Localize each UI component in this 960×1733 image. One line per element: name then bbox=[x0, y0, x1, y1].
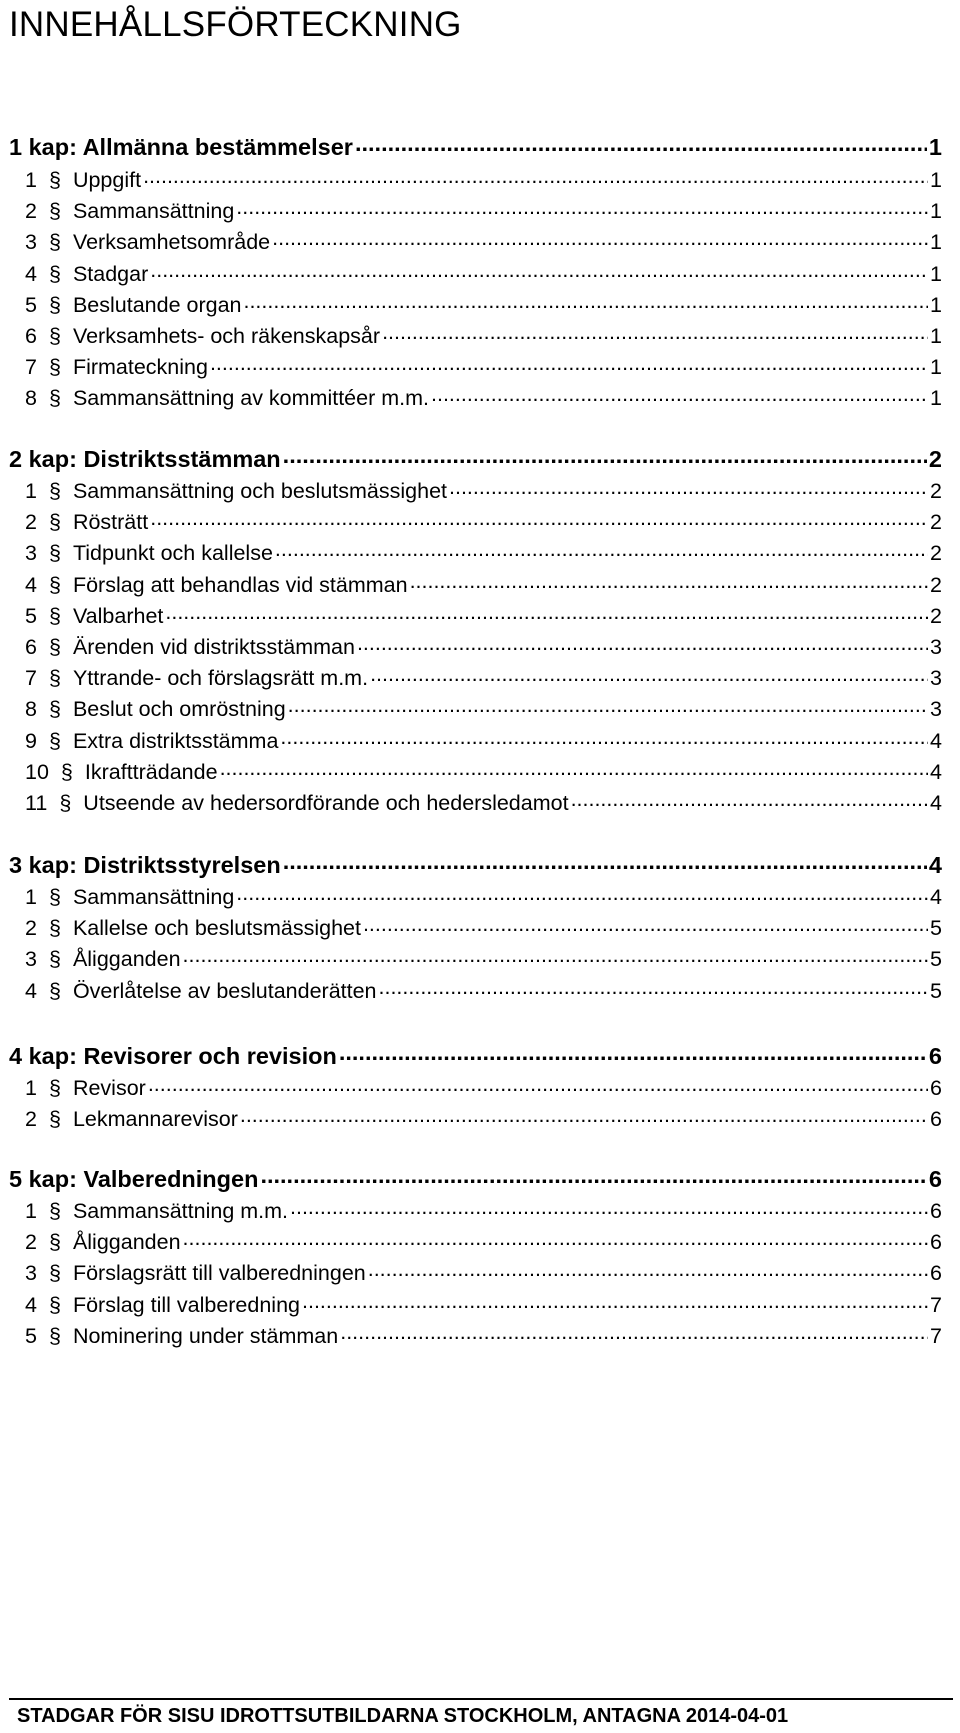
section-sign-icon: § bbox=[48, 885, 61, 909]
section-sign-icon: § bbox=[48, 199, 61, 224]
section-number: 8 bbox=[25, 386, 37, 411]
page-number: 7 bbox=[930, 1292, 942, 1317]
page-number: 5 bbox=[930, 947, 942, 972]
page-number: 1 bbox=[928, 134, 942, 160]
dot-leader bbox=[288, 690, 928, 724]
section-title: Rösträtt bbox=[72, 510, 149, 535]
chapter-title: 5 kap: Valberedningen bbox=[9, 1166, 259, 1192]
page-number: 6 bbox=[930, 1261, 942, 1286]
page-number: 2 bbox=[930, 603, 942, 628]
section-title: Sammansättning bbox=[72, 885, 235, 909]
section-number: 5 bbox=[25, 1323, 37, 1348]
section-number: 1 bbox=[25, 885, 37, 909]
section-number: 3 bbox=[25, 541, 37, 566]
section-number: 2 bbox=[25, 916, 37, 941]
page-number: 6 bbox=[928, 1043, 942, 1069]
section-title: Sammansättning och beslutsmässighet bbox=[72, 479, 447, 503]
page-number: 4 bbox=[930, 791, 942, 815]
dot-leader bbox=[368, 1254, 928, 1288]
section-sign-icon: § bbox=[48, 292, 61, 317]
page-number: 4 bbox=[930, 885, 942, 909]
toc-chapter-4[interactable] bbox=[9, 1037, 942, 1071]
section-title: Åligganden bbox=[72, 947, 181, 972]
section-number: 8 bbox=[25, 697, 37, 722]
section-title: Verksamhetsområde bbox=[72, 230, 271, 255]
section-sign-icon: § bbox=[48, 697, 61, 722]
section-sign-icon: § bbox=[48, 479, 61, 503]
page-number: 1 bbox=[930, 261, 942, 286]
section-title: Ikraftträdande bbox=[84, 759, 218, 784]
dot-leader bbox=[283, 440, 927, 474]
dot-leader bbox=[236, 192, 928, 226]
section-sign-icon: § bbox=[48, 1107, 61, 1132]
page-number: 1 bbox=[930, 199, 942, 224]
toc-section-2-3[interactable] bbox=[25, 534, 942, 568]
toc-section-1-6[interactable] bbox=[25, 317, 942, 351]
section-title: Verksamhets- och räkenskapsår bbox=[72, 324, 381, 348]
section-sign-icon: § bbox=[48, 1261, 61, 1286]
page-number: 3 bbox=[930, 666, 942, 691]
section-sign-icon: § bbox=[60, 759, 73, 784]
toc-chapter-5[interactable] bbox=[9, 1160, 942, 1194]
section-title: Yttrande- och förslagsrätt m.m. bbox=[72, 666, 369, 691]
section-number: 1 bbox=[25, 168, 37, 192]
section-title: Lekmannarevisor bbox=[72, 1107, 238, 1132]
page-number: 2 bbox=[930, 541, 942, 566]
section-title: Firmateckning bbox=[72, 355, 208, 380]
section-sign-icon: § bbox=[48, 386, 61, 411]
chapter-title: 2 kap: Distriktsstämman bbox=[9, 446, 281, 472]
section-title: Åligganden bbox=[72, 1230, 181, 1255]
page-number: 3 bbox=[930, 635, 942, 659]
dot-leader bbox=[183, 940, 928, 974]
section-number: 4 bbox=[25, 1292, 37, 1317]
section-number: 1 bbox=[25, 1076, 37, 1100]
section-sign-icon: § bbox=[48, 1199, 61, 1223]
dot-leader bbox=[363, 909, 928, 943]
page-number: 6 bbox=[930, 1107, 942, 1132]
dot-leader bbox=[236, 878, 928, 912]
section-number: 5 bbox=[25, 292, 37, 317]
page-number: 6 bbox=[930, 1076, 942, 1100]
section-sign-icon: § bbox=[48, 1230, 61, 1255]
section-title: Förslag till valberedning bbox=[72, 1292, 300, 1317]
toc-section-2-7[interactable] bbox=[25, 659, 942, 693]
page-number: 1 bbox=[930, 324, 942, 348]
toc-section-2-5[interactable] bbox=[25, 597, 942, 631]
toc-section-3-1[interactable] bbox=[25, 878, 942, 912]
section-sign-icon: § bbox=[48, 916, 61, 941]
section-sign-icon: § bbox=[48, 168, 61, 192]
chapter-title: 4 kap: Revisorer och revision bbox=[9, 1043, 337, 1069]
section-title: Förslagsrätt till valberedningen bbox=[72, 1261, 366, 1286]
footer-text: STADGAR FÖR SISU IDROTTSUTBILDARNA STOCKHOLM, ANTAGNA 2014-04-01 bbox=[17, 1705, 789, 1727]
section-title: Stadgar bbox=[72, 261, 149, 286]
section-title: Valbarhet bbox=[72, 603, 164, 628]
toc-section-2-4[interactable] bbox=[25, 566, 942, 600]
section-number: 7 bbox=[25, 666, 37, 691]
page-number: 2 bbox=[930, 479, 942, 503]
dot-leader bbox=[290, 1192, 928, 1226]
section-number: 9 bbox=[25, 728, 37, 753]
dot-leader bbox=[379, 972, 928, 1006]
section-sign-icon: § bbox=[48, 635, 61, 659]
page-number: 1 bbox=[930, 355, 942, 380]
page-number: 5 bbox=[930, 978, 942, 1003]
section-number: 3 bbox=[25, 1261, 37, 1286]
dot-leader bbox=[243, 286, 928, 320]
section-title: Ärenden vid distriktsstämman bbox=[72, 635, 355, 659]
section-sign-icon: § bbox=[59, 791, 72, 815]
toc-section-1-4[interactable] bbox=[25, 255, 942, 289]
toc-chapter-3[interactable] bbox=[9, 846, 942, 880]
section-number: 3 bbox=[25, 230, 37, 255]
section-sign-icon: § bbox=[48, 355, 61, 380]
toc-section-2-8[interactable] bbox=[25, 690, 942, 724]
dot-leader bbox=[148, 1069, 928, 1103]
toc-section-1-3[interactable] bbox=[25, 223, 942, 257]
toc-section-4-1[interactable] bbox=[25, 1069, 942, 1103]
document-title: INNEHÅLLSFÖRTECKNING bbox=[9, 5, 462, 44]
dot-leader bbox=[165, 597, 928, 631]
toc-section-5-5[interactable] bbox=[25, 1317, 942, 1351]
section-sign-icon: § bbox=[48, 666, 61, 691]
toc-section-1-1[interactable] bbox=[25, 161, 942, 195]
dot-leader bbox=[150, 255, 928, 289]
toc-section-2-11[interactable] bbox=[25, 784, 942, 818]
dot-leader bbox=[150, 503, 928, 537]
chapter-title: 1 kap: Allmänna bestämmelser bbox=[9, 134, 353, 160]
section-title: Sammansättning m.m. bbox=[72, 1199, 289, 1223]
footer-divider bbox=[9, 1698, 953, 1700]
page-number: 6 bbox=[928, 1166, 942, 1192]
section-title: Överlåtelse av beslutanderätten bbox=[72, 978, 377, 1003]
dot-leader bbox=[240, 1100, 928, 1134]
section-sign-icon: § bbox=[48, 728, 61, 753]
section-number: 2 bbox=[25, 510, 37, 535]
page-number: 1 bbox=[930, 230, 942, 255]
dot-leader bbox=[449, 472, 928, 506]
section-title: Beslutande organ bbox=[72, 292, 242, 317]
section-title: Beslut och omröstning bbox=[72, 697, 286, 722]
dot-leader bbox=[280, 722, 928, 756]
page-number: 4 bbox=[930, 728, 942, 753]
page-number: 4 bbox=[930, 759, 942, 784]
page-number: 7 bbox=[930, 1323, 942, 1348]
toc-section-1-2[interactable] bbox=[25, 192, 942, 226]
dot-leader bbox=[143, 161, 928, 195]
section-sign-icon: § bbox=[48, 978, 61, 1003]
page-number: 2 bbox=[928, 446, 942, 472]
dot-leader bbox=[382, 317, 928, 351]
dot-leader bbox=[275, 534, 928, 568]
toc-chapter-1[interactable] bbox=[9, 128, 942, 162]
toc-section-5-1[interactable] bbox=[25, 1192, 942, 1226]
section-number: 7 bbox=[25, 355, 37, 380]
page-number: 1 bbox=[930, 292, 942, 317]
section-number: 5 bbox=[25, 603, 37, 628]
toc-section-2-10[interactable] bbox=[25, 753, 942, 787]
section-sign-icon: § bbox=[48, 947, 61, 972]
section-sign-icon: § bbox=[48, 1076, 61, 1100]
page-number: 2 bbox=[930, 572, 942, 597]
page-number: 2 bbox=[930, 510, 942, 535]
toc-section-2-1[interactable] bbox=[25, 472, 942, 506]
section-title: Sammansättning bbox=[72, 199, 235, 224]
section-number: 1 bbox=[25, 1199, 37, 1223]
section-sign-icon: § bbox=[48, 572, 61, 597]
toc-section-2-6[interactable] bbox=[25, 628, 942, 662]
section-number: 11 bbox=[25, 791, 48, 815]
toc-section-1-5[interactable] bbox=[25, 286, 942, 320]
section-title: Sammansättning av kommittéer m.m. bbox=[72, 386, 429, 411]
toc-section-2-9[interactable] bbox=[25, 722, 942, 756]
dot-leader bbox=[370, 659, 928, 693]
toc-section-3-2[interactable] bbox=[25, 909, 942, 943]
toc-chapter-2[interactable] bbox=[9, 440, 942, 474]
page-number: 6 bbox=[930, 1230, 942, 1255]
section-sign-icon: § bbox=[48, 1323, 61, 1348]
section-number: 2 bbox=[25, 1230, 37, 1255]
section-number: 4 bbox=[25, 978, 37, 1003]
section-number: 3 bbox=[25, 947, 37, 972]
section-title: Kallelse och beslutsmässighet bbox=[72, 916, 361, 941]
toc-section-3-3[interactable] bbox=[25, 940, 942, 974]
toc-section-1-8[interactable] bbox=[25, 379, 942, 413]
dot-leader bbox=[571, 784, 928, 818]
section-number: 1 bbox=[25, 479, 37, 503]
section-number: 4 bbox=[25, 572, 37, 597]
dot-leader bbox=[183, 1223, 928, 1257]
section-number: 10 bbox=[25, 759, 49, 784]
page-number: 4 bbox=[928, 852, 942, 878]
dot-leader bbox=[357, 628, 928, 662]
toc-section-5-3[interactable] bbox=[25, 1254, 942, 1288]
section-title: Extra distriktsstämma bbox=[72, 728, 279, 753]
toc-section-5-4[interactable] bbox=[25, 1286, 942, 1320]
dot-leader bbox=[339, 1037, 927, 1071]
dot-leader bbox=[355, 128, 927, 162]
section-number: 2 bbox=[25, 199, 37, 224]
section-title: Revisor bbox=[72, 1076, 146, 1100]
page-number: 1 bbox=[930, 168, 942, 192]
dot-leader bbox=[302, 1286, 928, 1320]
section-number: 6 bbox=[25, 635, 37, 659]
page-number: 5 bbox=[930, 916, 942, 941]
section-sign-icon: § bbox=[48, 230, 61, 255]
section-number: 4 bbox=[25, 261, 37, 286]
section-sign-icon: § bbox=[48, 510, 61, 535]
section-sign-icon: § bbox=[48, 1292, 61, 1317]
section-sign-icon: § bbox=[48, 603, 61, 628]
section-number: 6 bbox=[25, 324, 37, 348]
page-number: 1 bbox=[930, 386, 942, 411]
toc-section-2-2[interactable] bbox=[25, 503, 942, 537]
page-number: 6 bbox=[930, 1199, 942, 1223]
dot-leader bbox=[220, 753, 928, 787]
dot-leader bbox=[410, 566, 928, 600]
section-title: Utseende av hedersordförande och hedersledamot bbox=[83, 791, 569, 815]
toc-section-1-7[interactable] bbox=[25, 348, 942, 382]
toc-section-4-2[interactable] bbox=[25, 1100, 942, 1134]
section-sign-icon: § bbox=[48, 324, 61, 348]
dot-leader bbox=[340, 1317, 928, 1351]
toc-section-5-2[interactable] bbox=[25, 1223, 942, 1257]
dot-leader bbox=[260, 1160, 926, 1194]
section-number: 2 bbox=[25, 1107, 37, 1132]
section-title: Förslag att behandlas vid stämman bbox=[72, 572, 408, 597]
chapter-title: 3 kap: Distriktsstyrelsen bbox=[9, 852, 281, 878]
dot-leader bbox=[431, 379, 928, 413]
page-number: 3 bbox=[930, 697, 942, 722]
section-title: Nominering under stämman bbox=[72, 1323, 339, 1348]
section-title: Uppgift bbox=[72, 168, 142, 192]
dot-leader bbox=[283, 846, 927, 880]
toc-section-3-4[interactable] bbox=[25, 972, 942, 1006]
section-sign-icon: § bbox=[48, 541, 61, 566]
dot-leader bbox=[210, 348, 928, 382]
dot-leader bbox=[272, 223, 928, 257]
section-title: Tidpunkt och kallelse bbox=[72, 541, 273, 566]
section-sign-icon: § bbox=[48, 261, 61, 286]
